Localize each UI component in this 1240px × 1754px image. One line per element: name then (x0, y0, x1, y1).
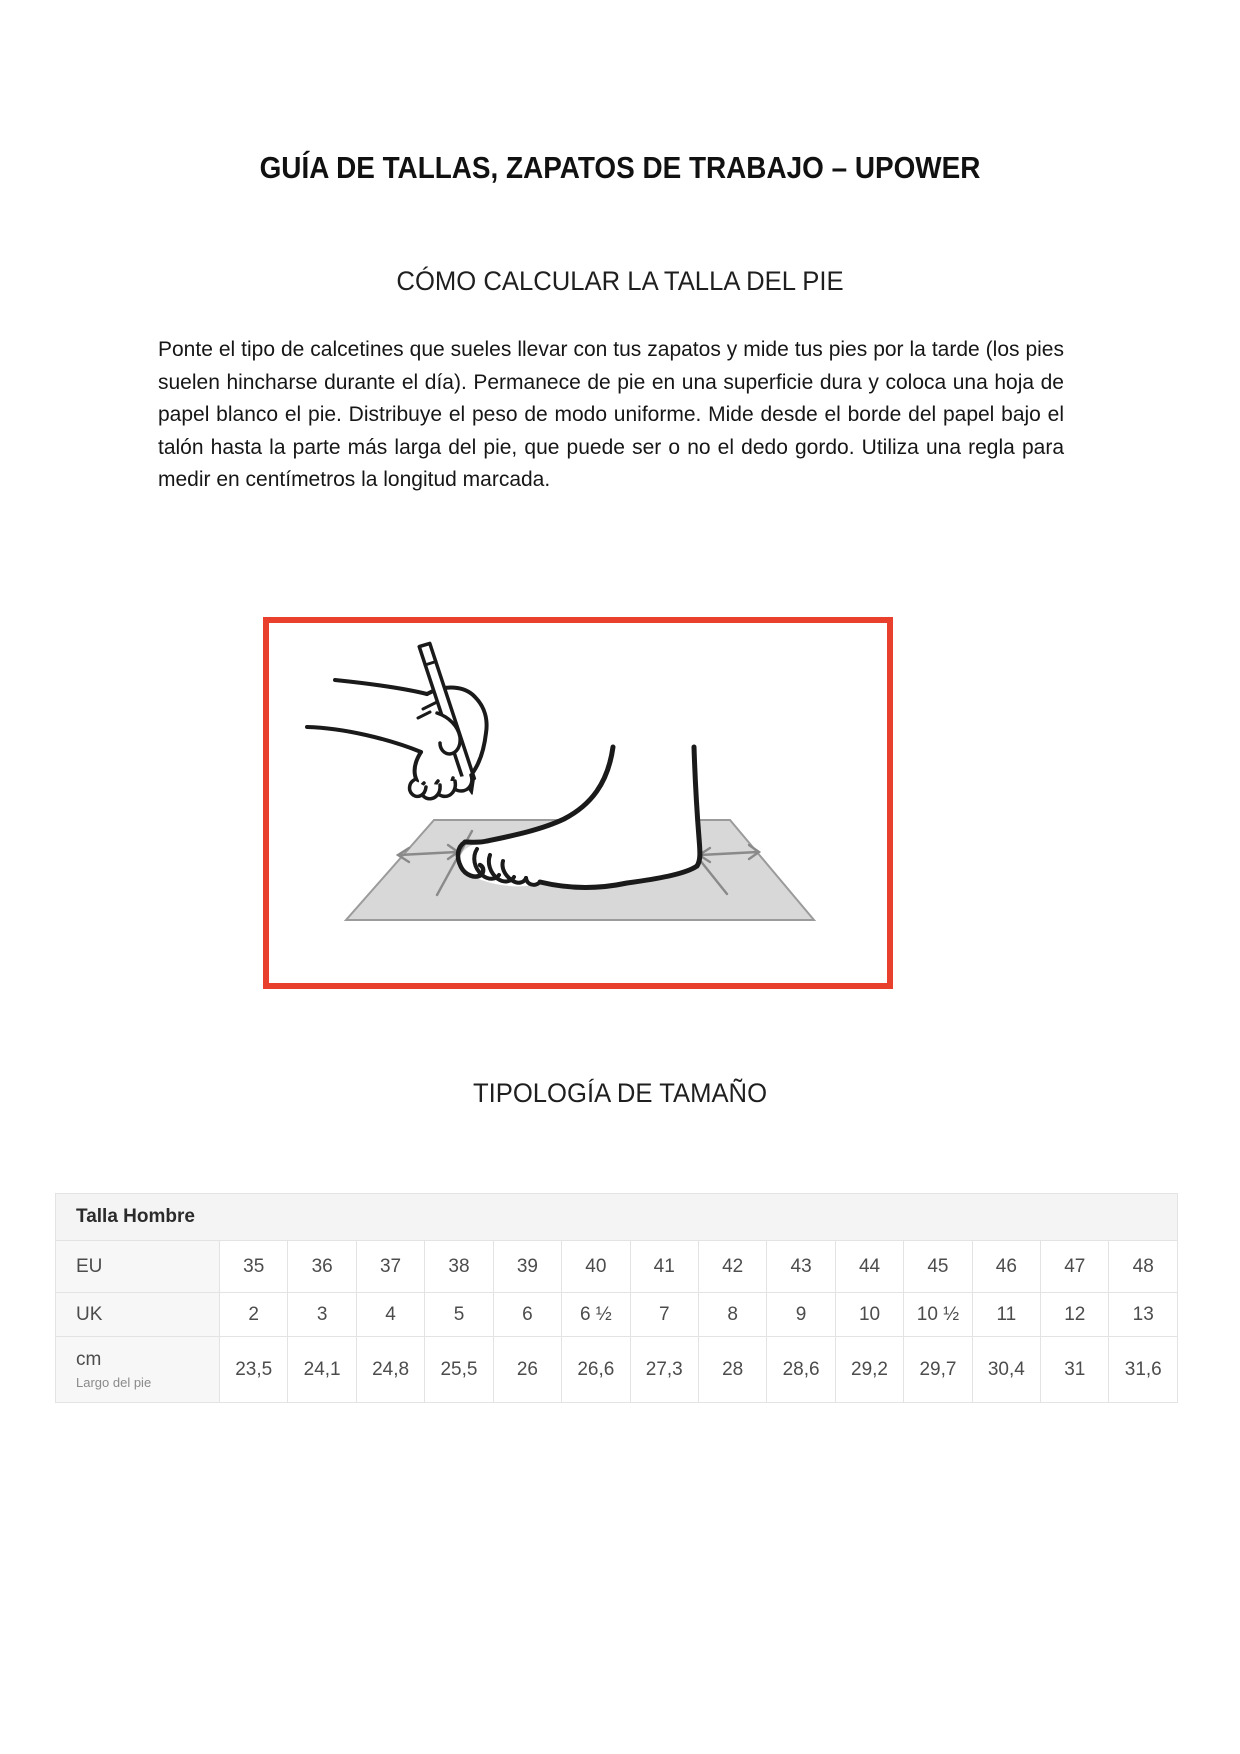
size-row-eu (56, 1241, 1178, 1293)
size-cell: 6 ½ (562, 1293, 630, 1337)
size-cell: 13 (1109, 1293, 1178, 1337)
section-heading-how-to-measure: CÓMO CALCULAR LA TALLA DEL PIE (396, 266, 844, 296)
size-row-label-uk: UK (56, 1293, 220, 1337)
size-row-cm (56, 1337, 1178, 1403)
size-cell: 10 (835, 1293, 903, 1337)
size-cell: 31 (1041, 1337, 1109, 1403)
size-cell: 8 (698, 1293, 766, 1337)
size-cell: 36 (288, 1241, 356, 1293)
size-cell: 38 (425, 1241, 493, 1293)
foot-measurement-figure (263, 617, 893, 989)
grip-stroke (418, 712, 430, 718)
size-cell: 29,7 (904, 1337, 972, 1403)
page-title: GUÍA DE TALLAS, ZAPATOS DE TRABAJO – UPOWER (259, 150, 981, 185)
size-row-uk (56, 1293, 1178, 1337)
size-cell: 5 (425, 1293, 493, 1337)
size-row-label-eu: EU (56, 1241, 220, 1293)
size-cell: 41 (630, 1241, 698, 1293)
instructions-paragraph: Ponte el tipo de calcetines que sueles llevar con tus zapatos y mide tus pies por la tarde (los pies suelen hincharse durante el día). Permanece de pie en una superficie dura y coloca una hoja de papel blanco el pie. Distribuye el peso de modo uniforme. Mide desde el borde del papel bajo el talón hasta la parte más larga del pie, que puede ser o no el dedo gordo. Utiliza una regla para medir en centímetros la longitud marcada. (158, 338, 1064, 491)
section-heading-size-typology: TIPOLOGÍA DE TAMAÑO (472, 1078, 768, 1108)
size-cell: 6 (493, 1293, 561, 1337)
size-cell: 45 (904, 1241, 972, 1293)
table-header-row (56, 1194, 1178, 1241)
size-cell: 26 (493, 1337, 561, 1403)
size-cell: 44 (835, 1241, 903, 1293)
size-cell: 10 ½ (904, 1293, 972, 1337)
size-cell: 46 (972, 1241, 1040, 1293)
curled-fingers (410, 775, 472, 799)
size-cell: 43 (767, 1241, 835, 1293)
size-cell: 9 (767, 1293, 835, 1337)
hand-with-pencil (307, 643, 487, 798)
size-cell: 27,3 (630, 1337, 698, 1403)
thumb (437, 713, 460, 754)
size-cell: 35 (220, 1241, 288, 1293)
table-header-cell: Talla Hombre (56, 1194, 1178, 1241)
size-cell: 4 (356, 1293, 424, 1337)
size-cell: 12 (1041, 1293, 1109, 1337)
wrist-line (415, 752, 421, 781)
size-cell: 3 (288, 1293, 356, 1337)
size-cell: 31,6 (1109, 1337, 1178, 1403)
size-row-sublabel: Largo del pie (76, 1375, 152, 1390)
forearm-lines (335, 680, 427, 694)
size-cell: 25,5 (425, 1337, 493, 1403)
size-cell: 39 (493, 1241, 561, 1293)
size-cell: 28 (698, 1337, 766, 1403)
size-cell: 47 (1041, 1241, 1109, 1293)
size-table (55, 1193, 1178, 1403)
size-cell: 7 (630, 1293, 698, 1337)
foot-outline (458, 747, 700, 888)
size-cell: 37 (356, 1241, 424, 1293)
size-cell: 26,6 (562, 1337, 630, 1403)
grip-stroke (423, 702, 437, 709)
size-cell: 29,2 (835, 1337, 903, 1403)
foot-tracing-illustration (269, 623, 887, 983)
size-cell: 48 (1109, 1241, 1178, 1293)
size-cell: 23,5 (220, 1337, 288, 1403)
size-cell: 28,6 (767, 1337, 835, 1403)
size-cell: 11 (972, 1293, 1040, 1337)
size-cell: 24,8 (356, 1337, 424, 1403)
size-row-label-cm: cm Largo del pie (56, 1337, 220, 1403)
size-cell: 30,4 (972, 1337, 1040, 1403)
size-cell: 2 (220, 1293, 288, 1337)
size-cell: 42 (698, 1241, 766, 1293)
size-cell: 40 (562, 1241, 630, 1293)
size-cell: 24,1 (288, 1337, 356, 1403)
